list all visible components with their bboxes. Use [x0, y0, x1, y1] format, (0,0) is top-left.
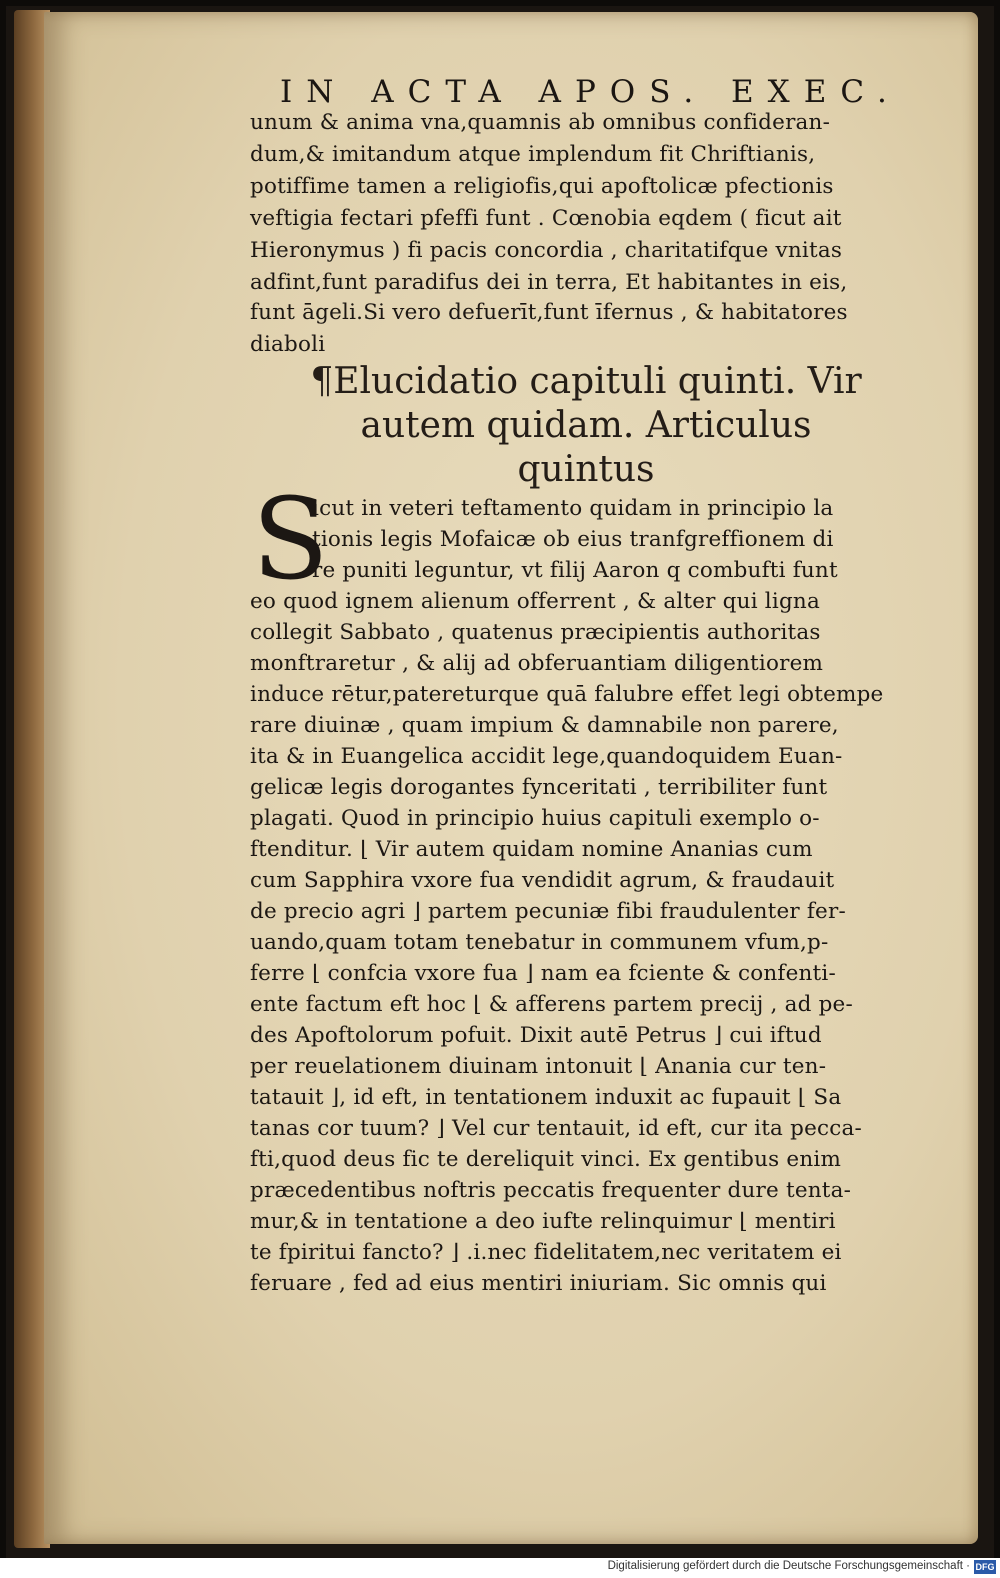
- text-line: Hieronymus ) fi pacis concordia , charitatifque vnitas: [250, 238, 843, 263]
- drop-cap: S: [252, 475, 329, 605]
- text-line: re puniti leguntur, vt filij Aaron q combufti funt: [312, 558, 838, 583]
- text-line: gelicæ legis dorogantes fynceritati , terribiliter funt: [250, 775, 828, 800]
- text-line: uando,quam totam tenebatur in communem vfum,p-: [250, 930, 829, 955]
- text-line: tanas cor tuum? ⌋ Vel cur tentauit, id eft, cur ita pecca-: [250, 1116, 862, 1141]
- section-heading-line: autem quidam. Articulus: [360, 405, 812, 446]
- text-line: ftenditur. ⌊ Vir autem quidam nomine Ananias cum: [250, 837, 813, 862]
- text-line: ente factum eft hoc ⌊ & afferens partem precij , ad pe-: [250, 992, 853, 1017]
- text-line: ferre ⌊ confcia vxore fua ⌋ nam ea fciente & confenti-: [250, 961, 836, 986]
- text-line: diaboli: [250, 332, 326, 357]
- section-heading-line: quintus: [517, 449, 655, 490]
- text-line: tionis legis Mofaicæ ob eius tranfgreffionem di: [312, 527, 834, 552]
- text-line: fti,quod deus fic te dereliquit vinci. Ex gentibus enim: [250, 1147, 842, 1172]
- text-line: rare diuinæ , quam impium & damnabile non parere,: [250, 713, 839, 738]
- text-line: feruare , fed ad eius mentiri iniuriam. Sic omnis qui: [250, 1271, 827, 1296]
- text-line: dum,& imitandum atque implendum fit Chriftianis,: [250, 142, 816, 167]
- text-line: icut in veteri teftamento quidam in principio la: [312, 496, 834, 521]
- text-line: induce rētur,patereturque quā falubre effet legi obtempe: [250, 682, 884, 707]
- text-line: collegit Sabbato , quatenus præcipientis authoritas: [250, 620, 821, 645]
- section-heading-line: ¶Elucidatio capituli quinti. Vir: [310, 361, 862, 402]
- running-head: IN ACTA APOS. EXEC.: [280, 74, 901, 110]
- text-line: funt āgeli.Si vero defuerīt,funt īfernus , & habitatores: [250, 300, 848, 325]
- dfg-logo: DFG: [975, 1562, 995, 1572]
- text-line: adfint,funt paradifus dei in terra, Et habitantes in eis,: [250, 270, 848, 295]
- text-line: des Apoftolorum pofuit. Dixit autē Petrus ⌋ cui iftud: [250, 1023, 822, 1048]
- text-line: præcedentibus noftris peccatis frequenter dure tenta-: [250, 1178, 852, 1203]
- text-line: veftigia fectari pfeffi funt . Cœnobia eqdem ( ficut ait: [250, 206, 842, 231]
- text-line: plagati. Quod in principio huius capituli exemplo o-: [250, 806, 820, 831]
- text-line: monftraretur , & alij ad obferuantiam diligentiorem: [250, 651, 824, 676]
- text-line: unum & anima vna,quamnis ab omnibus confideran-: [250, 110, 831, 135]
- text-line: tatauit ⌋, id eft, in tentationem induxit ac fupauit ⌊ Sa: [250, 1085, 842, 1110]
- text-line: ita & in Euangelica accidit lege,quandoquidem Euan-: [250, 744, 843, 769]
- text-line: per reuelationem diuinam intonuit ⌊ Anania cur ten-: [250, 1054, 827, 1079]
- text-line: mur,& in tentatione a deo iufte relinquimur ⌊ mentiri: [250, 1209, 836, 1234]
- text-line: te fpiritui fancto? ⌋ .i.nec fidelitatem,nec veritatem ei: [250, 1240, 842, 1265]
- text-line: cum Sapphira vxore fua vendidit agrum, & fraudauit: [250, 868, 835, 893]
- footer-credit: Digitalisierung gefördert durch die Deutsche Forschungsgemeinschaft ·: [607, 1560, 970, 1572]
- text-line: potiffime tamen a religiofis,qui apoftolicæ pfectionis: [250, 174, 834, 199]
- text-line: de precio agri ⌋ partem pecuniæ fibi fraudulenter fer-: [250, 899, 846, 924]
- text-line: eo quod ignem alienum offerrent , & alter qui ligna: [250, 589, 820, 614]
